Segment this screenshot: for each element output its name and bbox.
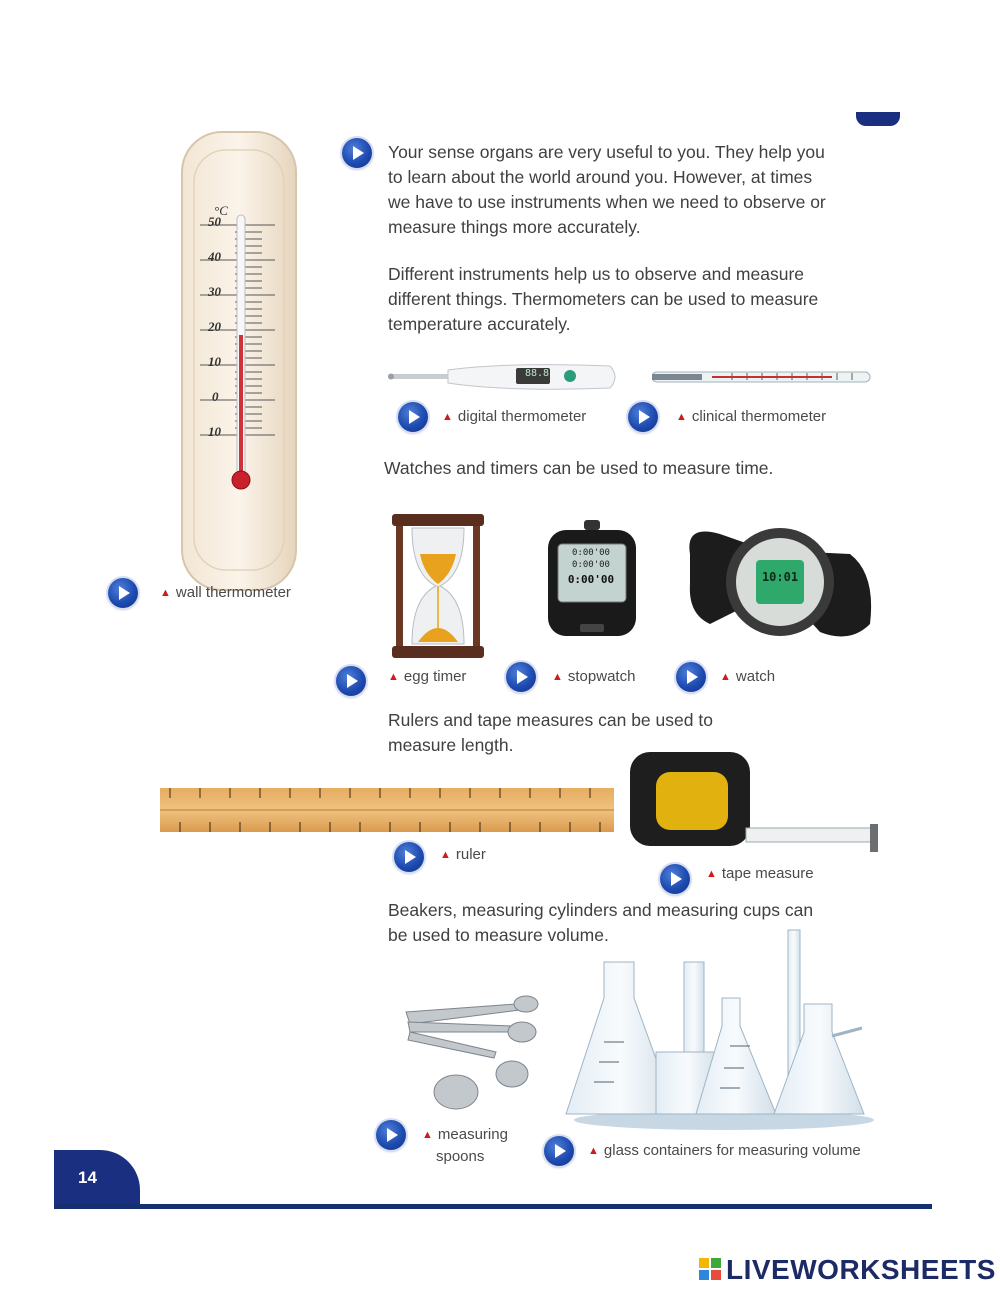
text-line: different things. Thermometers can be used to measure bbox=[388, 289, 819, 309]
stopwatch-readout-3: 0:00'00 bbox=[567, 573, 615, 586]
text-line: Different instruments help us to observe and measure bbox=[388, 264, 805, 284]
time-paragraph: Watches and timers can be used to measure time. bbox=[384, 458, 774, 478]
play-audio-button[interactable] bbox=[394, 842, 424, 872]
stopwatch-readout-2: 0:00'00 bbox=[572, 560, 610, 570]
caption-measuring-spoons bbox=[422, 1124, 508, 1167]
digital-thermometer-readout: 88.8 bbox=[524, 368, 550, 379]
wall-thermometer-image bbox=[180, 130, 298, 592]
watermark-text: LIVEWORKSHEETS bbox=[726, 1254, 996, 1285]
egg-timer-image bbox=[390, 514, 486, 658]
caption-digital-thermometer: ▲ digital thermometer bbox=[442, 408, 587, 425]
text-line: measure things more accurately. bbox=[388, 217, 641, 237]
play-audio-button[interactable] bbox=[628, 402, 658, 432]
watch-readout: 10:01 bbox=[761, 570, 799, 584]
stopwatch-readout-1: 0:00'00 bbox=[572, 548, 610, 558]
caption-stopwatch: ▲ stopwatch bbox=[552, 668, 636, 685]
play-audio-button[interactable] bbox=[676, 662, 706, 692]
play-audio-button[interactable] bbox=[506, 662, 536, 692]
caption-line: ▲ measuring bbox=[422, 1126, 508, 1143]
play-audio-button[interactable] bbox=[376, 1120, 406, 1150]
play-audio-button[interactable] bbox=[660, 864, 690, 894]
page-number: 14 bbox=[78, 1168, 97, 1187]
text-line: we have to use instruments when we need to observe or bbox=[388, 192, 826, 212]
play-audio-button[interactable] bbox=[544, 1136, 574, 1166]
caption-tape-measure: ▲ tape measure bbox=[706, 865, 814, 882]
intro-paragraph bbox=[388, 140, 908, 240]
thermometer-scale-20: 20 bbox=[208, 319, 221, 334]
digital-thermometer-image bbox=[388, 360, 620, 394]
measuring-spoons-image bbox=[396, 992, 550, 1116]
text-line: Your sense organs are very useful to you. They help you bbox=[388, 142, 825, 162]
thermometer-unit-label: °C bbox=[214, 203, 228, 218]
caption-glass-containers: ▲ glass containers for measuring volume bbox=[588, 1142, 861, 1159]
ruler-image bbox=[160, 788, 614, 832]
thermometer-scale-40: 40 bbox=[208, 249, 221, 264]
play-audio-button[interactable] bbox=[398, 402, 428, 432]
caption-watch: ▲ watch bbox=[720, 668, 776, 685]
caption-ruler: ▲ ruler bbox=[440, 846, 486, 863]
tape-measure-image bbox=[628, 746, 880, 856]
footer-rule bbox=[54, 1204, 932, 1209]
thermometer-scale-30: 30 bbox=[208, 284, 221, 299]
play-audio-button[interactable] bbox=[342, 138, 372, 168]
caption-clinical-thermometer: ▲ clinical thermometer bbox=[676, 408, 827, 425]
caption-wall-thermometer: ▲ wall thermometer bbox=[160, 584, 291, 601]
caption-line: spoons bbox=[436, 1148, 485, 1165]
text-line: be used to measure volume. bbox=[388, 925, 609, 945]
thermometer-scale-minus-10: 10 bbox=[208, 424, 221, 439]
text-line: temperature accurately. bbox=[388, 314, 571, 334]
thermometer-scale-0: 0 bbox=[212, 389, 219, 404]
text-line: Beakers, measuring cylinders and measuring cups can bbox=[388, 900, 814, 920]
glass-containers-image bbox=[564, 928, 882, 1132]
play-audio-button[interactable] bbox=[108, 578, 138, 608]
text-line: Rulers and tape measures can be used to bbox=[388, 710, 713, 730]
play-audio-button[interactable] bbox=[336, 666, 366, 696]
text-line: to learn about the world around you. However, at times bbox=[388, 167, 813, 187]
liveworksheets-logo-icon bbox=[698, 1257, 724, 1283]
text-line: measure length. bbox=[388, 735, 514, 755]
page-number-tab bbox=[54, 1150, 140, 1206]
clinical-thermometer-image bbox=[652, 366, 874, 388]
thermometer-scale-50: 50 bbox=[208, 214, 221, 229]
thermometer-scale-10: 10 bbox=[208, 354, 221, 369]
corner-tab bbox=[856, 112, 900, 126]
thermometer-paragraph bbox=[388, 262, 908, 337]
caption-egg-timer: ▲ egg timer bbox=[388, 668, 467, 685]
